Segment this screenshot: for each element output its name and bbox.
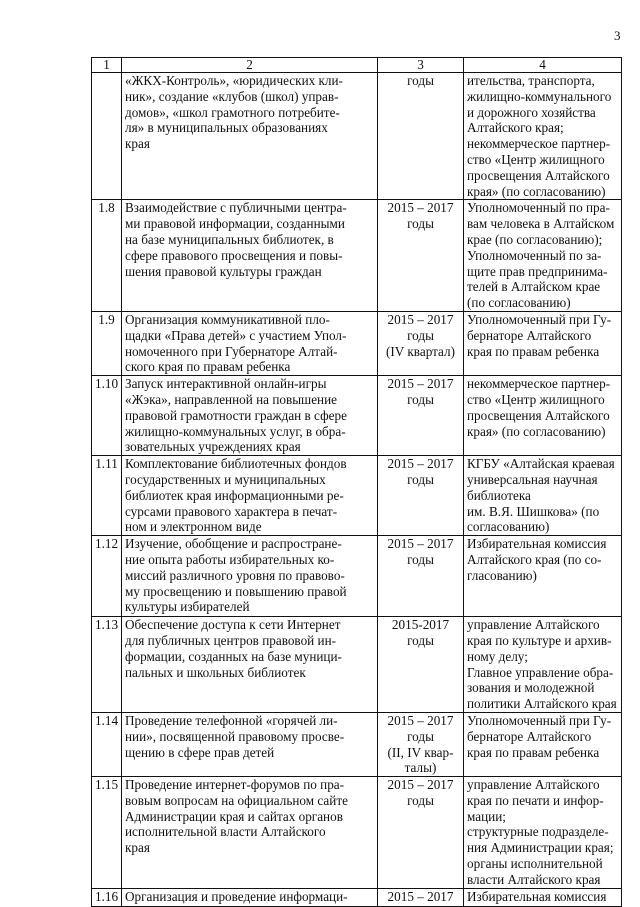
responsible-executors-line: (по согласованию): [467, 295, 571, 311]
execution-term-line: 2015 – 2017: [387, 536, 454, 552]
responsible-executors-line: края» (по согласованию): [467, 183, 606, 199]
responsible-executors-line: края по правам ребенка: [467, 343, 600, 359]
responsible-executors-line: управление Алтайского: [467, 617, 600, 633]
event-description-line: Обеспечение доступа к сети Интернет: [125, 617, 341, 633]
event-description-line: ном и электронном виде: [125, 519, 262, 535]
event-description-line: вовым вопросам на официальном сайте: [125, 792, 348, 808]
table-row: [92, 200, 622, 312]
event-description-line: культуры избирателей: [125, 599, 250, 615]
execution-term-line: годы: [407, 792, 434, 808]
responsible-executors-line: ство «Центр жилищного: [467, 151, 605, 167]
execution-term-line: годы: [407, 632, 434, 648]
event-description-line: жилищно-коммунальных услуг, в обра-: [125, 423, 346, 439]
event-description-line: Комплектование библиотечных фондов: [125, 456, 347, 472]
responsible-executors-line: некоммерческое партнер-: [467, 136, 611, 152]
responsible-executors-line: Уполномоченный при Гу-: [467, 712, 612, 728]
execution-term: [378, 712, 464, 776]
responsible-executors-line: Алтайского края;: [467, 120, 564, 136]
event-description: [122, 456, 378, 536]
responsible-executors-line: политики Алтайского края: [467, 696, 617, 712]
event-description-line: Организация и проведение информаци-: [125, 888, 348, 904]
responsible-executors: [464, 376, 622, 456]
execution-term-line: 2015 – 2017: [387, 777, 454, 793]
responsible-executors-line: края по печати и инфор-: [467, 792, 604, 808]
execution-term-line: 2015 – 2017: [387, 200, 454, 216]
execution-term-line: годы: [407, 391, 434, 407]
table-row: [92, 617, 622, 713]
event-description-line: Проведение телефонной «горячей ли-: [125, 712, 338, 728]
execution-term: [378, 536, 464, 617]
row-number: 1.10: [92, 376, 122, 456]
responsible-executors-line: просвещения Алтайского: [467, 407, 610, 423]
responsible-executors-line: ительства, транспорта,: [467, 73, 595, 88]
table-row: [92, 777, 622, 889]
responsible-executors-line: структурные подразделе-: [467, 824, 609, 840]
execution-term: [378, 456, 464, 536]
responsible-executors-line: края» (по согласованию): [467, 423, 606, 439]
responsible-executors-line: универсальная научная: [467, 471, 598, 487]
execution-term-line: годы: [407, 728, 434, 744]
execution-term-line: 2015 – 2017: [387, 311, 454, 327]
row-number: 1.11: [92, 456, 122, 536]
event-description-line: ник», создание «клубов (школ) управ-: [125, 88, 339, 104]
row-number: 1.13: [92, 617, 122, 713]
execution-term-line: 2015 – 2017: [387, 712, 454, 728]
execution-term-line: годы: [407, 216, 434, 232]
event-description-line: ля» в муниципальных образованиях: [125, 120, 328, 136]
page-number: 3: [614, 28, 621, 43]
event-description-line: Изучение, обобщение и распростране-: [125, 536, 342, 552]
responsible-executors-line: телей в Алтайском крае: [467, 279, 601, 295]
table-row: [92, 376, 622, 456]
responsible-executors-line: им. В.Я. Шишкова» (по: [467, 503, 600, 519]
responsible-executors: [464, 712, 622, 776]
execution-term: [378, 376, 464, 456]
table-row: [92, 712, 622, 776]
responsible-executors-line: Избирательная комиссия: [467, 888, 607, 904]
responsible-executors: [464, 536, 622, 617]
responsible-executors-line: просвещения Алтайского: [467, 167, 610, 183]
table-row: [92, 311, 622, 375]
event-description-line: миссий различного уровня по правово-: [125, 567, 345, 583]
event-description-line: домов», «школ грамотного потребите-: [125, 104, 340, 120]
event-description: [122, 376, 378, 456]
responsible-executors-line: Уполномоченный по пра-: [467, 200, 610, 216]
event-description-line: для публичных центров правовой ин-: [125, 632, 337, 648]
row-number: 1.8: [92, 200, 122, 312]
responsible-executors-line: крае (по согласованию);: [467, 231, 603, 247]
event-description-line: му просвещению и повышению правой: [125, 583, 347, 599]
row-number: 1.12: [92, 536, 122, 617]
event-description-line: Администрации края и сайтах органов: [125, 808, 343, 824]
execution-term: [378, 311, 464, 375]
responsible-executors-line: ному делу;: [467, 648, 528, 664]
event-description-line: на базе муниципальных библиотек, в: [125, 231, 334, 247]
event-description: [122, 777, 378, 889]
event-description-line: зовательных учреждениях края: [125, 439, 301, 455]
event-description-line: ского края по правам ребенка: [125, 359, 291, 375]
event-description-line: сфере правового просвещения и повы-: [125, 247, 343, 263]
execution-term-line: (II, IV квар-: [387, 744, 454, 760]
event-description-line: исполнительной власти Алтайского: [125, 824, 326, 840]
responsible-executors-line: некоммерческое партнер-: [467, 376, 611, 392]
event-description-line: сурсами правового характера в печат-: [125, 503, 338, 519]
event-description-line: Взаимодействие с публичными центра-: [125, 200, 347, 216]
event-description: [122, 311, 378, 375]
event-description-line: правовой грамотности граждан в сфере: [125, 407, 347, 423]
responsible-executors: [464, 777, 622, 889]
table-header-row: [92, 58, 622, 73]
responsible-executors-line: ство «Центр жилищного: [467, 391, 605, 407]
event-description-line: номоченного при Губернаторе Алтай-: [125, 343, 338, 359]
execution-term-line: (IV квартал): [386, 343, 455, 359]
event-description-line: Организация коммуникативной пло-: [125, 311, 330, 327]
responsible-executors-line: и дорожного хозяйства: [467, 104, 596, 120]
responsible-executors-line: щите прав предпринима-: [467, 263, 608, 279]
execution-term-line: 2015 – 2017: [387, 456, 454, 472]
event-description-line: щению в сфере прав детей: [125, 744, 275, 760]
event-description-line: пальных и школьных библиотек: [125, 664, 306, 680]
event-description-line: Запуск интерактивной онлайн-игры: [125, 376, 327, 392]
execution-term: [378, 888, 464, 906]
execution-term-line: годы: [407, 471, 434, 487]
responsible-executors-line: мации;: [467, 808, 506, 824]
header-col-4: 4: [464, 58, 622, 73]
execution-term: [378, 777, 464, 889]
row-number: [92, 73, 122, 200]
responsible-executors: [464, 311, 622, 375]
event-description-line: «Жэка», направленной на повышение: [125, 391, 338, 407]
event-description-line: нии», посвященной правовому просве-: [125, 728, 345, 744]
responsible-executors-line: зования и молодежной: [467, 680, 595, 696]
table-row: [92, 536, 622, 617]
event-description-line: края: [125, 136, 150, 152]
execution-term-line: 2015 – 2017: [387, 376, 454, 392]
event-description: [122, 536, 378, 617]
execution-term-line: 2015-2017: [391, 617, 450, 633]
event-description-line: Проведение интернет-форумов по пра-: [125, 777, 345, 793]
responsible-executors-line: КГБУ «Алтайская краевая: [467, 456, 615, 472]
responsible-executors: [464, 888, 622, 906]
responsible-executors-line: управление Алтайского: [467, 777, 600, 793]
event-description-line: «ЖКХ-Контроль», «юридических кли-: [125, 73, 343, 88]
responsible-executors: [464, 73, 622, 200]
responsible-executors-line: бернаторе Алтайского: [467, 327, 592, 343]
plan-table: [91, 57, 622, 907]
event-description: [122, 617, 378, 713]
responsible-executors-line: жилищно-коммунального: [467, 88, 612, 104]
execution-term-line: годы: [407, 327, 434, 343]
execution-term: [378, 617, 464, 713]
execution-term-line: годы: [407, 73, 434, 88]
execution-term-line: годы: [407, 551, 434, 567]
responsible-executors-line: Уполномоченный по за-: [467, 247, 602, 263]
event-description: [122, 200, 378, 312]
responsible-executors-line: органы исполнительной: [467, 856, 603, 872]
event-description: [122, 712, 378, 776]
responsible-executors-line: власти Алтайского края: [467, 871, 601, 887]
responsible-executors-line: края по культуре и архив-: [467, 632, 612, 648]
event-description-line: библиотек края информационными ре-: [125, 487, 344, 503]
responsible-executors-line: бернаторе Алтайского: [467, 728, 592, 744]
responsible-executors-line: Алтайского края (по со-: [467, 551, 602, 567]
event-description-line: формации, созданных на базе муници-: [125, 648, 342, 664]
header-col-2: 2: [122, 58, 378, 73]
event-description-line: государственных и муниципальных: [125, 471, 326, 487]
responsible-executors: [464, 200, 622, 312]
responsible-executors-line: Уполномоченный при Гу-: [467, 311, 612, 327]
event-description-line: ми правовой информации, созданными: [125, 216, 345, 232]
event-description-line: края: [125, 840, 150, 856]
table-row: [92, 888, 622, 906]
row-number: 1.15: [92, 777, 122, 889]
row-number: 1.9: [92, 311, 122, 375]
table-row: [92, 73, 622, 200]
event-description-line: щадки «Права детей» с участием Упол-: [125, 327, 347, 343]
event-description: [122, 73, 378, 200]
table-row: [92, 456, 622, 536]
header-col-3: 3: [378, 58, 464, 73]
responsible-executors-line: Главное управление обра-: [467, 664, 614, 680]
row-number: 1.16: [92, 888, 122, 906]
execution-term: [378, 200, 464, 312]
execution-term: [378, 73, 464, 200]
responsible-executors-line: вам человека в Алтайском: [467, 216, 615, 232]
responsible-executors-line: гласованию): [467, 567, 537, 583]
responsible-executors: [464, 456, 622, 536]
responsible-executors-line: Избирательная комиссия: [467, 536, 607, 552]
event-description-line: ние опыта работы избирательных ко-: [125, 551, 335, 567]
responsible-executors-line: библиотека: [467, 487, 531, 503]
responsible-executors-line: ния Администрации края;: [467, 840, 614, 856]
responsible-executors-line: согласованию): [467, 519, 550, 535]
execution-term-line: 2015 – 2017: [387, 888, 454, 904]
event-description: [122, 888, 378, 906]
execution-term-line: талы): [404, 760, 437, 776]
responsible-executors-line: края по правам ребенка: [467, 744, 600, 760]
event-description-line: шения правовой культуры граждан: [125, 263, 322, 279]
responsible-executors: [464, 617, 622, 713]
header-col-1: 1: [92, 58, 122, 73]
row-number: 1.14: [92, 712, 122, 776]
